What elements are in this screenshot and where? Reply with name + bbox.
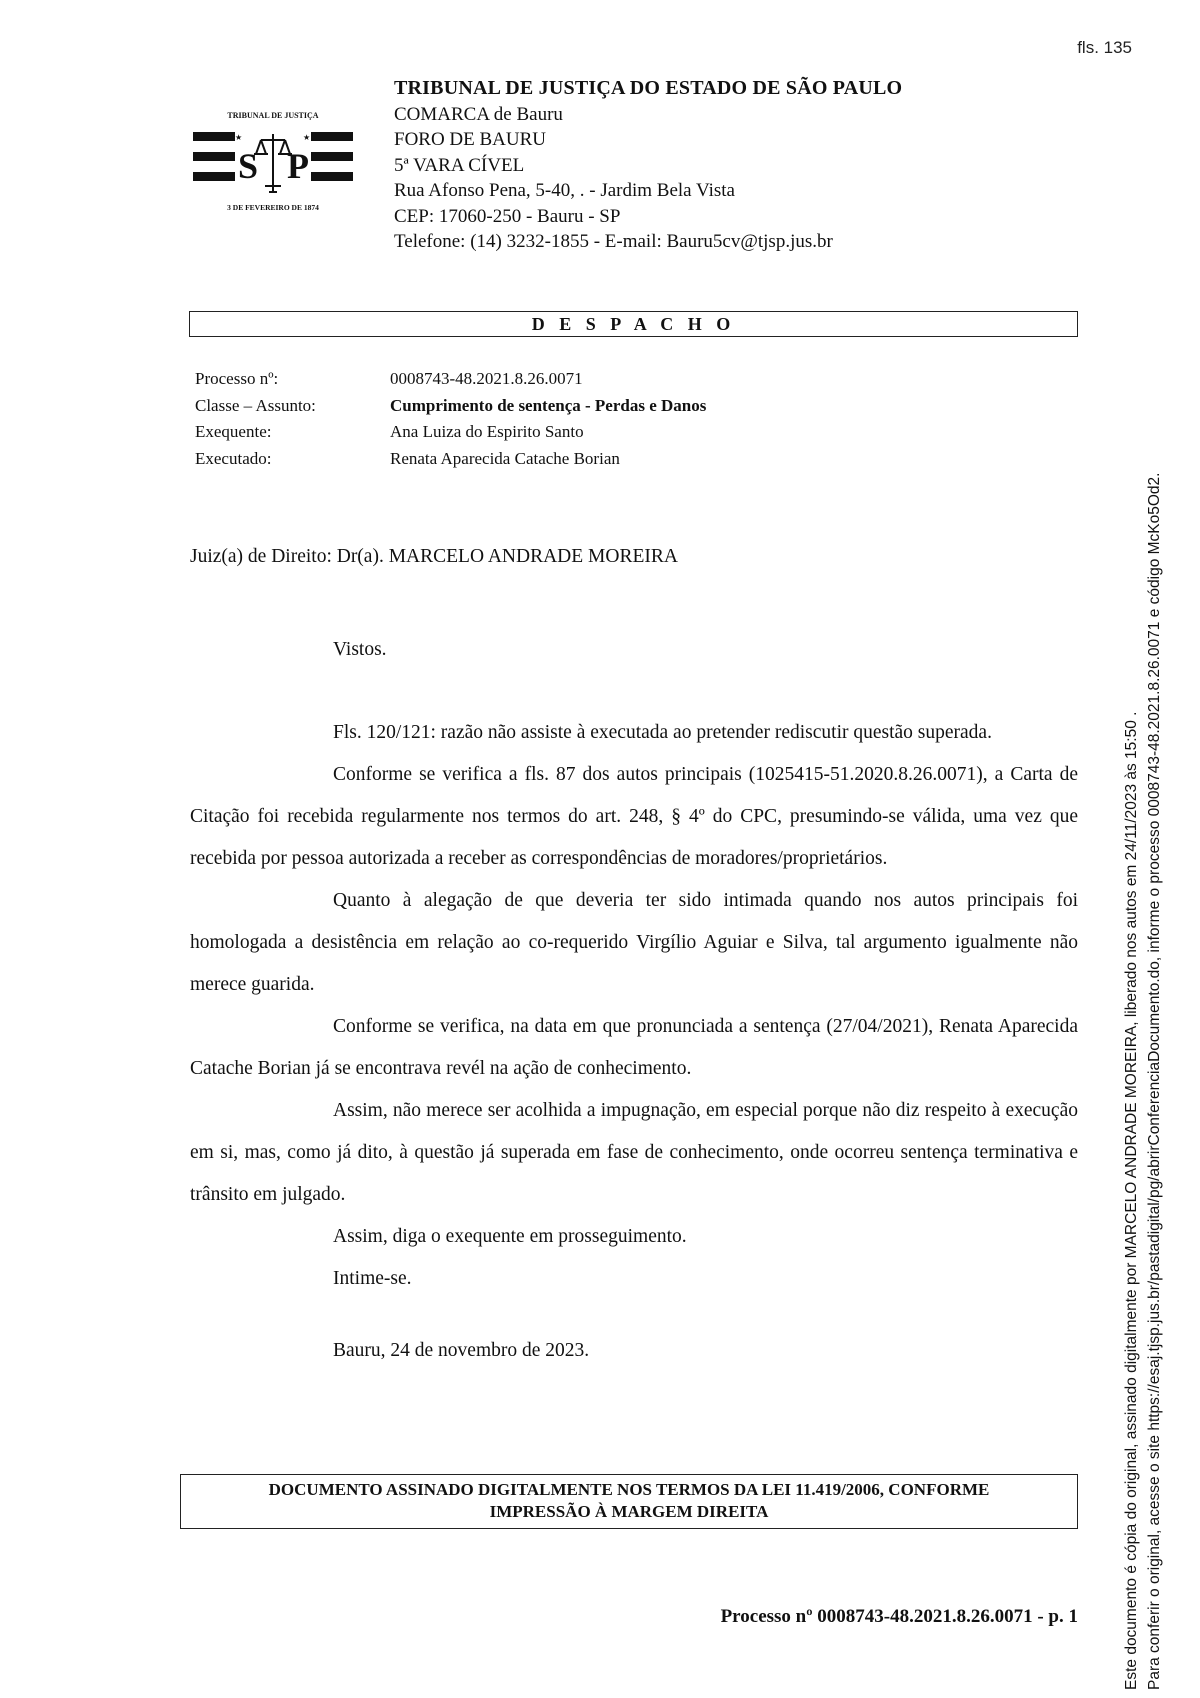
body-paragraph: Intime-se.: [333, 1268, 412, 1289]
meta-row-processo: [195, 366, 706, 393]
body-paragraph: Assim, não merece ser acolhida a impugnação, em especial porque não diz respeito à execução em si, mas, como já dito, à questão já superada em fase de conhecimento, onde ocorreu sentença terminativa e trânsito em julgado.: [190, 1100, 1078, 1205]
signature-notice-line2: IMPRESSÃO À MARGEM DIREITA: [489, 1502, 769, 1521]
case-metadata: [195, 366, 706, 472]
body-paragraph: Fls. 120/121: razão não assiste à executada ao pretender rediscutir questão superada.: [333, 722, 992, 743]
logo-letter-s: S: [237, 146, 259, 186]
logo-letter-p: P: [287, 146, 309, 186]
document-body: [190, 629, 1078, 1372]
meta-value: Cumprimento de sentença - Perdas e Danos: [390, 395, 707, 415]
court-header: [394, 76, 902, 255]
meta-label: Classe – Assunto:: [195, 395, 316, 415]
signature-notice-line1: DOCUMENTO ASSINADO DIGITALMENTE NOS TERMOS DA LEI 11.419/2006, CONFORME: [268, 1480, 990, 1499]
meta-row-executado: [195, 446, 706, 473]
body-paragraph: Quanto à alegação de que deveria ter sido intimada quando nos autos principais foi homologada a desistência em relação ao co-requerido Virgílio Aguiar e Silva, tal argumento igualmente não merece guarida.: [190, 890, 1078, 995]
meta-value: 0008743-48.2021.8.26.0071: [390, 369, 583, 388]
logo-top-text: TRIBUNAL DE JUSTIÇA: [227, 111, 319, 120]
digital-signature-notice: [180, 1474, 1078, 1529]
meta-row-classe: [195, 393, 706, 420]
meta-label: Exequente:: [195, 422, 272, 441]
header-line-vara: 5ª VARA CÍVEL: [394, 154, 525, 176]
margin-line1: Este documento é cópia do original, assinado digitalmente por MARCELO ANDRADE MOREIRA, liberado nos autos em 24/11/2023 às 15:50 .: [1123, 711, 1140, 1690]
page-footer: Processo nº 0008743-48.2021.8.26.0071 - p. 1: [720, 1606, 1078, 1627]
meta-label: Processo nº:: [195, 369, 279, 388]
svg-text:★: ★: [303, 133, 311, 142]
header-line-address: Rua Afonso Pena, 5-40, . - Jardim Bela Vista: [394, 180, 735, 201]
margin-line2: Para conferir o original, acesse o site https://esaj.tjsp.jus.br/pastadigital/pg/abrirConferenciaDocumento.do, informe o processo 0008743-48.2021.8.26.0071 e código McKo5Od2.: [1146, 472, 1163, 1690]
svg-text:★: ★: [235, 133, 243, 142]
header-line-contact: Telefone: (14) 3232-1855 - E-mail: Bauru5cv@tjsp.jus.br: [394, 231, 833, 252]
meta-value: Renata Aparecida Catache Borian: [390, 448, 620, 468]
margin-verification-text: [1120, 260, 1166, 1690]
body-paragraph: Conforme se verifica, na data em que pronunciada a sentença (27/04/2021), Renata Aparecida Catache Borian já se encontrava revél na ação de conhecimento.: [190, 1016, 1078, 1079]
page-number-label: fls. 135: [1077, 38, 1132, 57]
court-seal-logo: [193, 106, 353, 218]
meta-row-exequente: [195, 419, 706, 446]
document-type-title: D E S P A C H O: [189, 311, 1078, 337]
vistos-text: Vistos.: [333, 639, 387, 660]
meta-label: Executado:: [195, 448, 272, 468]
court-title: TRIBUNAL DE JUSTIÇA DO ESTADO DE SÃO PAULO: [394, 77, 903, 99]
header-line-foro: FORO DE BAURU: [394, 129, 547, 150]
judge-line: Juiz(a) de Direito: Dr(a). MARCELO ANDRADE MOREIRA: [190, 546, 678, 567]
body-paragraph: Conforme se verifica a fls. 87 dos autos principais (1025415-51.2020.8.26.0071), a Carta de Citação foi recebida regularmente nos termos do art. 248, § 4º do CPC, presumindo-se válida, uma vez que recebida por pessoa autorizada a receber as correspondências de moradores/proprietários.: [190, 764, 1078, 869]
logo-date-text: 3 DE FEVEREIRO DE 1874: [227, 203, 319, 212]
header-line-comarca: COMARCA de Bauru: [394, 103, 563, 125]
meta-value: Ana Luiza do Espirito Santo: [390, 422, 584, 441]
date-line: Bauru, 24 de novembro de 2023.: [333, 1340, 590, 1361]
body-paragraph: Assim, diga o exequente em prosseguimento.: [333, 1226, 687, 1247]
header-line-cep: CEP: 17060-250 - Bauru - SP: [394, 205, 621, 227]
